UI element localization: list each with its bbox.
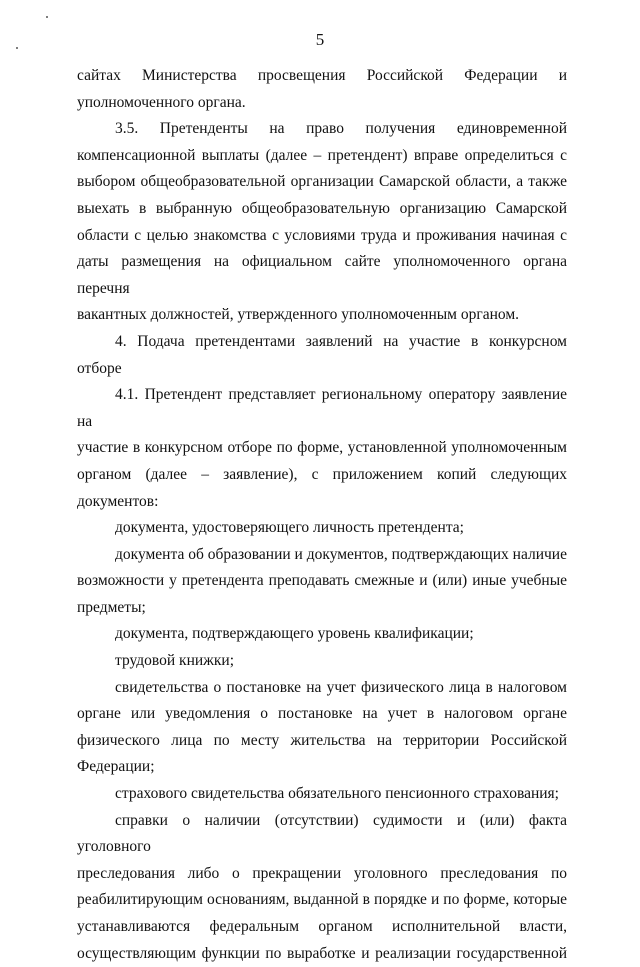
text-line: физического лица по месту жительства на территории Российской	[77, 731, 567, 749]
text-line: области с целью знакомства с условиями труда и проживания начиная с	[77, 226, 567, 244]
text-line: документа об образовании и документов, подтверждающих наличие	[115, 545, 567, 563]
text-line: устанавливаются федеральным органом исполнительной власти,	[77, 918, 567, 935]
text-line: трудовой книжки;	[115, 652, 235, 670]
text-line: справки о наличии (отсутствии) судимости и (или) факта уголовного	[77, 811, 567, 856]
document-body	[77, 63, 567, 967]
text-line: даты размещения на официальном сайте уполномоченного органа перечня	[77, 253, 567, 297]
text-line: вакантных должностей, утвержденного уполномоченным органом.	[77, 306, 520, 324]
page-number: 5	[315, 30, 325, 49]
text-line: осуществляющим функции по выработке и реализации государственной	[77, 944, 567, 962]
text-line: возможности у претендента преподавать смежные и (или) иные учебные	[77, 572, 567, 590]
text-line: 4. Подача претендентами заявлений на участие в конкурсном отборе	[77, 332, 567, 377]
text-line: выбором общеобразовательной организации Самарской области, а также	[77, 173, 567, 191]
text-line: органом (далее – заявление), с приложением копий следующих документов:	[77, 465, 567, 510]
text-line: страхового свидетельства обязательного пенсионного страхования;	[115, 785, 559, 803]
text-line: 3.5. Претенденты на право получения единовременной	[115, 120, 567, 138]
text-line: реабилитирующим основаниям, выданной в порядке и по форме, которые	[77, 891, 567, 909]
scan-speck	[46, 16, 48, 18]
text-line: предметы;	[77, 598, 146, 616]
text-line: участие в конкурсном отборе по форме, установленной уполномоченным	[77, 439, 567, 457]
text-line: Федерации;	[77, 758, 155, 776]
text-line: документа, подтверждающего уровень квалификации;	[115, 625, 474, 643]
text-line: преследования либо о прекращении уголовного преследования по	[77, 864, 567, 882]
text-line: органе или уведомления о постановке на учет в налоговом органе	[77, 705, 567, 723]
text-line: свидетельства о постановке на учет физического лица в налоговом	[115, 678, 567, 696]
text-line: выехать в выбранную общеобразовательную организацию Самарской	[77, 199, 567, 217]
text-line: документа, удостоверяющего личность претендента;	[115, 519, 464, 537]
text-line: 4.1. Претендент представляет региональному оператору заявление на	[77, 386, 567, 430]
text-line: сайтах Министерства просвещения Российской Федерации и	[77, 67, 567, 84]
text-line: уполномоченного органа.	[77, 93, 246, 111]
text-line: компенсационной выплаты (далее – претендент) вправе определиться с	[77, 146, 567, 164]
